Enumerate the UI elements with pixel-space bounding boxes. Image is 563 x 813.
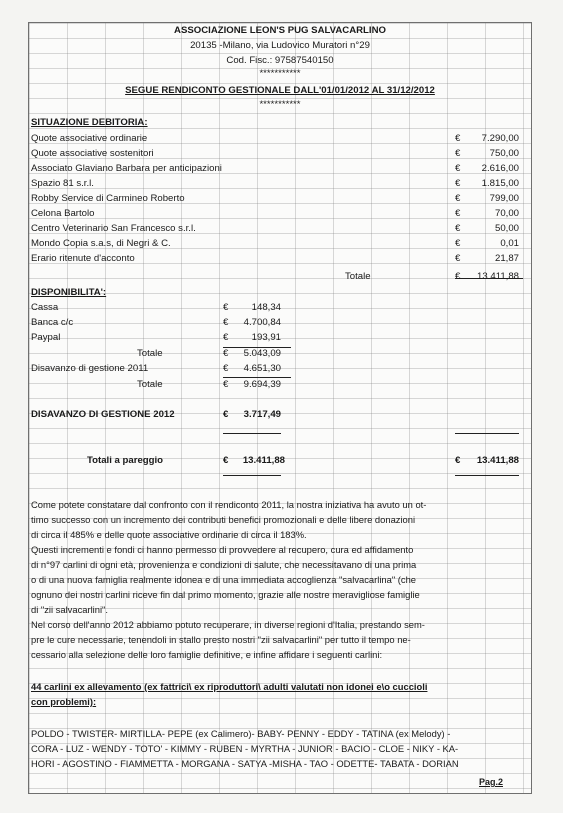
stars-top: *********** xyxy=(259,68,301,79)
availability-total-label: Totale xyxy=(137,379,163,390)
narrative-line: o di una nuova famiglia realmente idonea e di una immediata accoglienza "salvacarlina" (che xyxy=(31,574,417,585)
tax-code: Cod. Fisc.: 97587540150 xyxy=(226,55,334,66)
dogs-heading-line: con problemi): xyxy=(31,696,97,707)
narrative-line: Nel corso dell'anno 2012 abbiamo potuto recuperare, in diverse regioni d'Italia, prestando sem- xyxy=(31,619,425,630)
narrative-line: di n°97 carlini di ogni età, provenienza e condizioni di salute, che necessitavano di una prima xyxy=(31,559,417,570)
debt-item-label: Robby Service di Carmineo Roberto xyxy=(31,193,185,204)
narrative-line: Come potete constatare dal confronto con il rendiconto 2011, la nostra iniziativa ha avuto un ot- xyxy=(31,499,427,510)
association-address: 20135 -Milano, via Ludovico Muratori n°29 xyxy=(190,40,370,51)
narrative-text xyxy=(31,497,527,662)
page-number: Pag.2 xyxy=(478,777,503,787)
deficit-2012-rule xyxy=(223,433,281,434)
debt-item-label: Spazio 81 s.r.l. xyxy=(31,178,94,189)
debt-item-label: Erario ritenute d'acconto xyxy=(31,253,135,264)
debt-item-label: Centro Veterinario San Francesco s.r.l. xyxy=(31,223,196,234)
debts-total-label: Totale xyxy=(345,271,371,282)
dogs-names xyxy=(31,726,527,771)
availability-heading: DISPONIBILITA': xyxy=(31,287,107,298)
narrative-line: di "zii salvacarlini". xyxy=(31,604,108,615)
narrative-line: pre le cure necessarie, tenendoli in stallo presto nostri "zii salvacarlini" per tutto il tempo ne- xyxy=(31,634,411,645)
debt-item-label: Celona Bartolo xyxy=(31,208,95,219)
report-title: SEGUE RENDICONTO GESTIONALE DALL'01/01/2012 AL 31/12/2012 xyxy=(125,85,435,96)
right-rule-1 xyxy=(455,433,519,434)
debts-heading: SITUAZIONE DEBITORIA: xyxy=(31,117,148,128)
stars-bottom: *********** xyxy=(259,99,301,110)
deficit-2011-label: Disavanzo di gestione 2011 xyxy=(31,363,149,374)
balance-right-rule xyxy=(455,475,519,476)
narrative-line: di circa il 485% e delle quote associative ordinarie di circa il 183%. xyxy=(31,529,307,540)
dogs-line: POLDO - TWISTER- MIRTILLA- PEPE (ex Calimero)- BABY- PENNY - EDDY - TATINA (ex Melody) - xyxy=(31,728,451,739)
narrative-line: cessario alla selezione delle loro famiglie definitive, e infine affidare i seguenti carlini: xyxy=(31,649,383,660)
dogs-line: HORI - AGOSTINO - FIAMMETTA - MORGANA - SATYA -MISHA - TAO - ODETTE- TABATA - DORIAN xyxy=(31,758,459,769)
balance-left-rule xyxy=(223,475,281,476)
availability-item-label: Cassa xyxy=(31,302,59,313)
balance-label: Totali a pareggio xyxy=(87,455,164,466)
debt-item-label: Quote associative ordinarie xyxy=(31,133,148,144)
availability-item-label: Banca c/c xyxy=(31,317,74,328)
deficit-2012-label: DISAVANZO DI GESTIONE 2012 xyxy=(31,409,175,420)
narrative-line: ognuno dei nostri carlini riceve fin dal primo momento, grazie alle nostre meravigliose famiglie xyxy=(31,589,420,600)
narrative-line: Questi incrementi e fondi ci hanno permesso di provvedere al recupero, cura ed affidamento xyxy=(31,544,414,555)
dogs-line: CORA - LUZ - WENDY - TOTO' - KIMMY - RUBEN - MYRTHA - JUNIOR - BACIO - CLOE - NIKY - KA- xyxy=(31,743,459,754)
debt-item-label: Quote associative sostenitori xyxy=(31,148,154,159)
debt-item-label: Associato Glaviano Barbara per anticipazioni xyxy=(31,163,222,174)
document-page: ASSOCIAZIONE LEON'S PUG SALVACARLINO 20135 -Milano, via Ludovico Muratori n°29 Cod. Fisc.: 97587540150 *********** SEGUE RENDICONTO GESTIONALE DALL'01/01/2012 AL 31/12/2012 *********** SITUAZIONE DEBITORIA: Quote associative ordinarie € 7.290,00 Quote associative sostenitori € 750,00 Associato Glaviano Barbara per anticipazioni € 2.616,00 Spazio 81 s.r.l. € 1.815,00 Robby Service di Carmineo Roberto € 799,00 Celona Bartolo € 70,00 Centro Veterinario San Francesco s.r.l. € 50,00 Mondo Copia s.a.s, di Negri & C. € 0,01 Erario ritenute d'acconto € 21,87 Totale € 13.411,88 DISPONIBILITA': Cassa € 148,34 Banca c/c € 4.700,84 Paypal € 193,91 Totale € 5.043,09 Disavanzo di gestione 2011 € 4.651,30 Totale € 9.694,39 DISAVANZO DI GESTIONE 2012 € 3.717,49 Totali a pareggio € 13.411,88 € 13.411,88 Come potete constatare dal confronto con il rendiconto 2011, la nostra iniziativa ha avuto un ot- timo successo con un incremento dei contributi benefici promozionali e delle libere donazioni di circa il 485% e delle quote associative ordinarie di circa il 183%. Questi incrementi e fondi ci hanno permesso di provvedere al recupero, cura ed affidamento di n°97 carlini di ogni età, provenienza e condizioni di salute, che necessitavano di una prima o di una nuova famiglia realmente idonea e di una immediata accoglienza "salvacarlina" (che ognuno dei nostri carlini riceve fin dal primo momento, grazie alle nostre meravigliose famiglie di "zii salvacarlini". Nel corso dell'anno 2012 abbiamo potuto recuperare, in diverse regioni d'Italia, prestando sem- pre le cure necessarie, tenendoli in stallo presto nostri "zii salvacarlini" per tutto il tempo ne- cessario alla selezione delle loro famiglie definitive, e infine affidare i seguenti carlini: 44 carlini ex allevamento (ex fattrici\ ex riproduttori\ adulti valutati non idonei e\o cuccioli con problemi): POLDO - TWISTER- MIRTILLA- PEPE (ex Calimero)- BABY- PENNY - EDDY - TATINA (ex Melody) - CORA - LUZ - WENDY - TOTO' - KIMMY - RUBEN - MYRTHA - JUNIOR - BACIO - CLOE - NIKY - KA- HORI - AGOSTINO - FIAMMETTA - MORGANA - SATYA -MISHA - TAO - ODETTE- TABATA - DORIAN Pag.2 xyxy=(28,22,532,794)
availability-item-label: Paypal xyxy=(31,332,61,343)
narrative-line: timo successo con un incremento dei contributi benefici promozionali e delle libere donazioni xyxy=(31,514,416,525)
association-name: ASSOCIAZIONE LEON'S PUG SALVACARLINO xyxy=(174,25,386,36)
debt-item-label: Mondo Copia s.a.s, di Negri & C. xyxy=(31,238,171,249)
availability-subtotal-label: Totale xyxy=(137,348,163,359)
dogs-heading-line: 44 carlini ex allevamento (ex fattrici\ ex riproduttori\ adulti valutati non idonei e\o cuccioli xyxy=(31,681,428,692)
dogs-heading xyxy=(31,679,527,709)
